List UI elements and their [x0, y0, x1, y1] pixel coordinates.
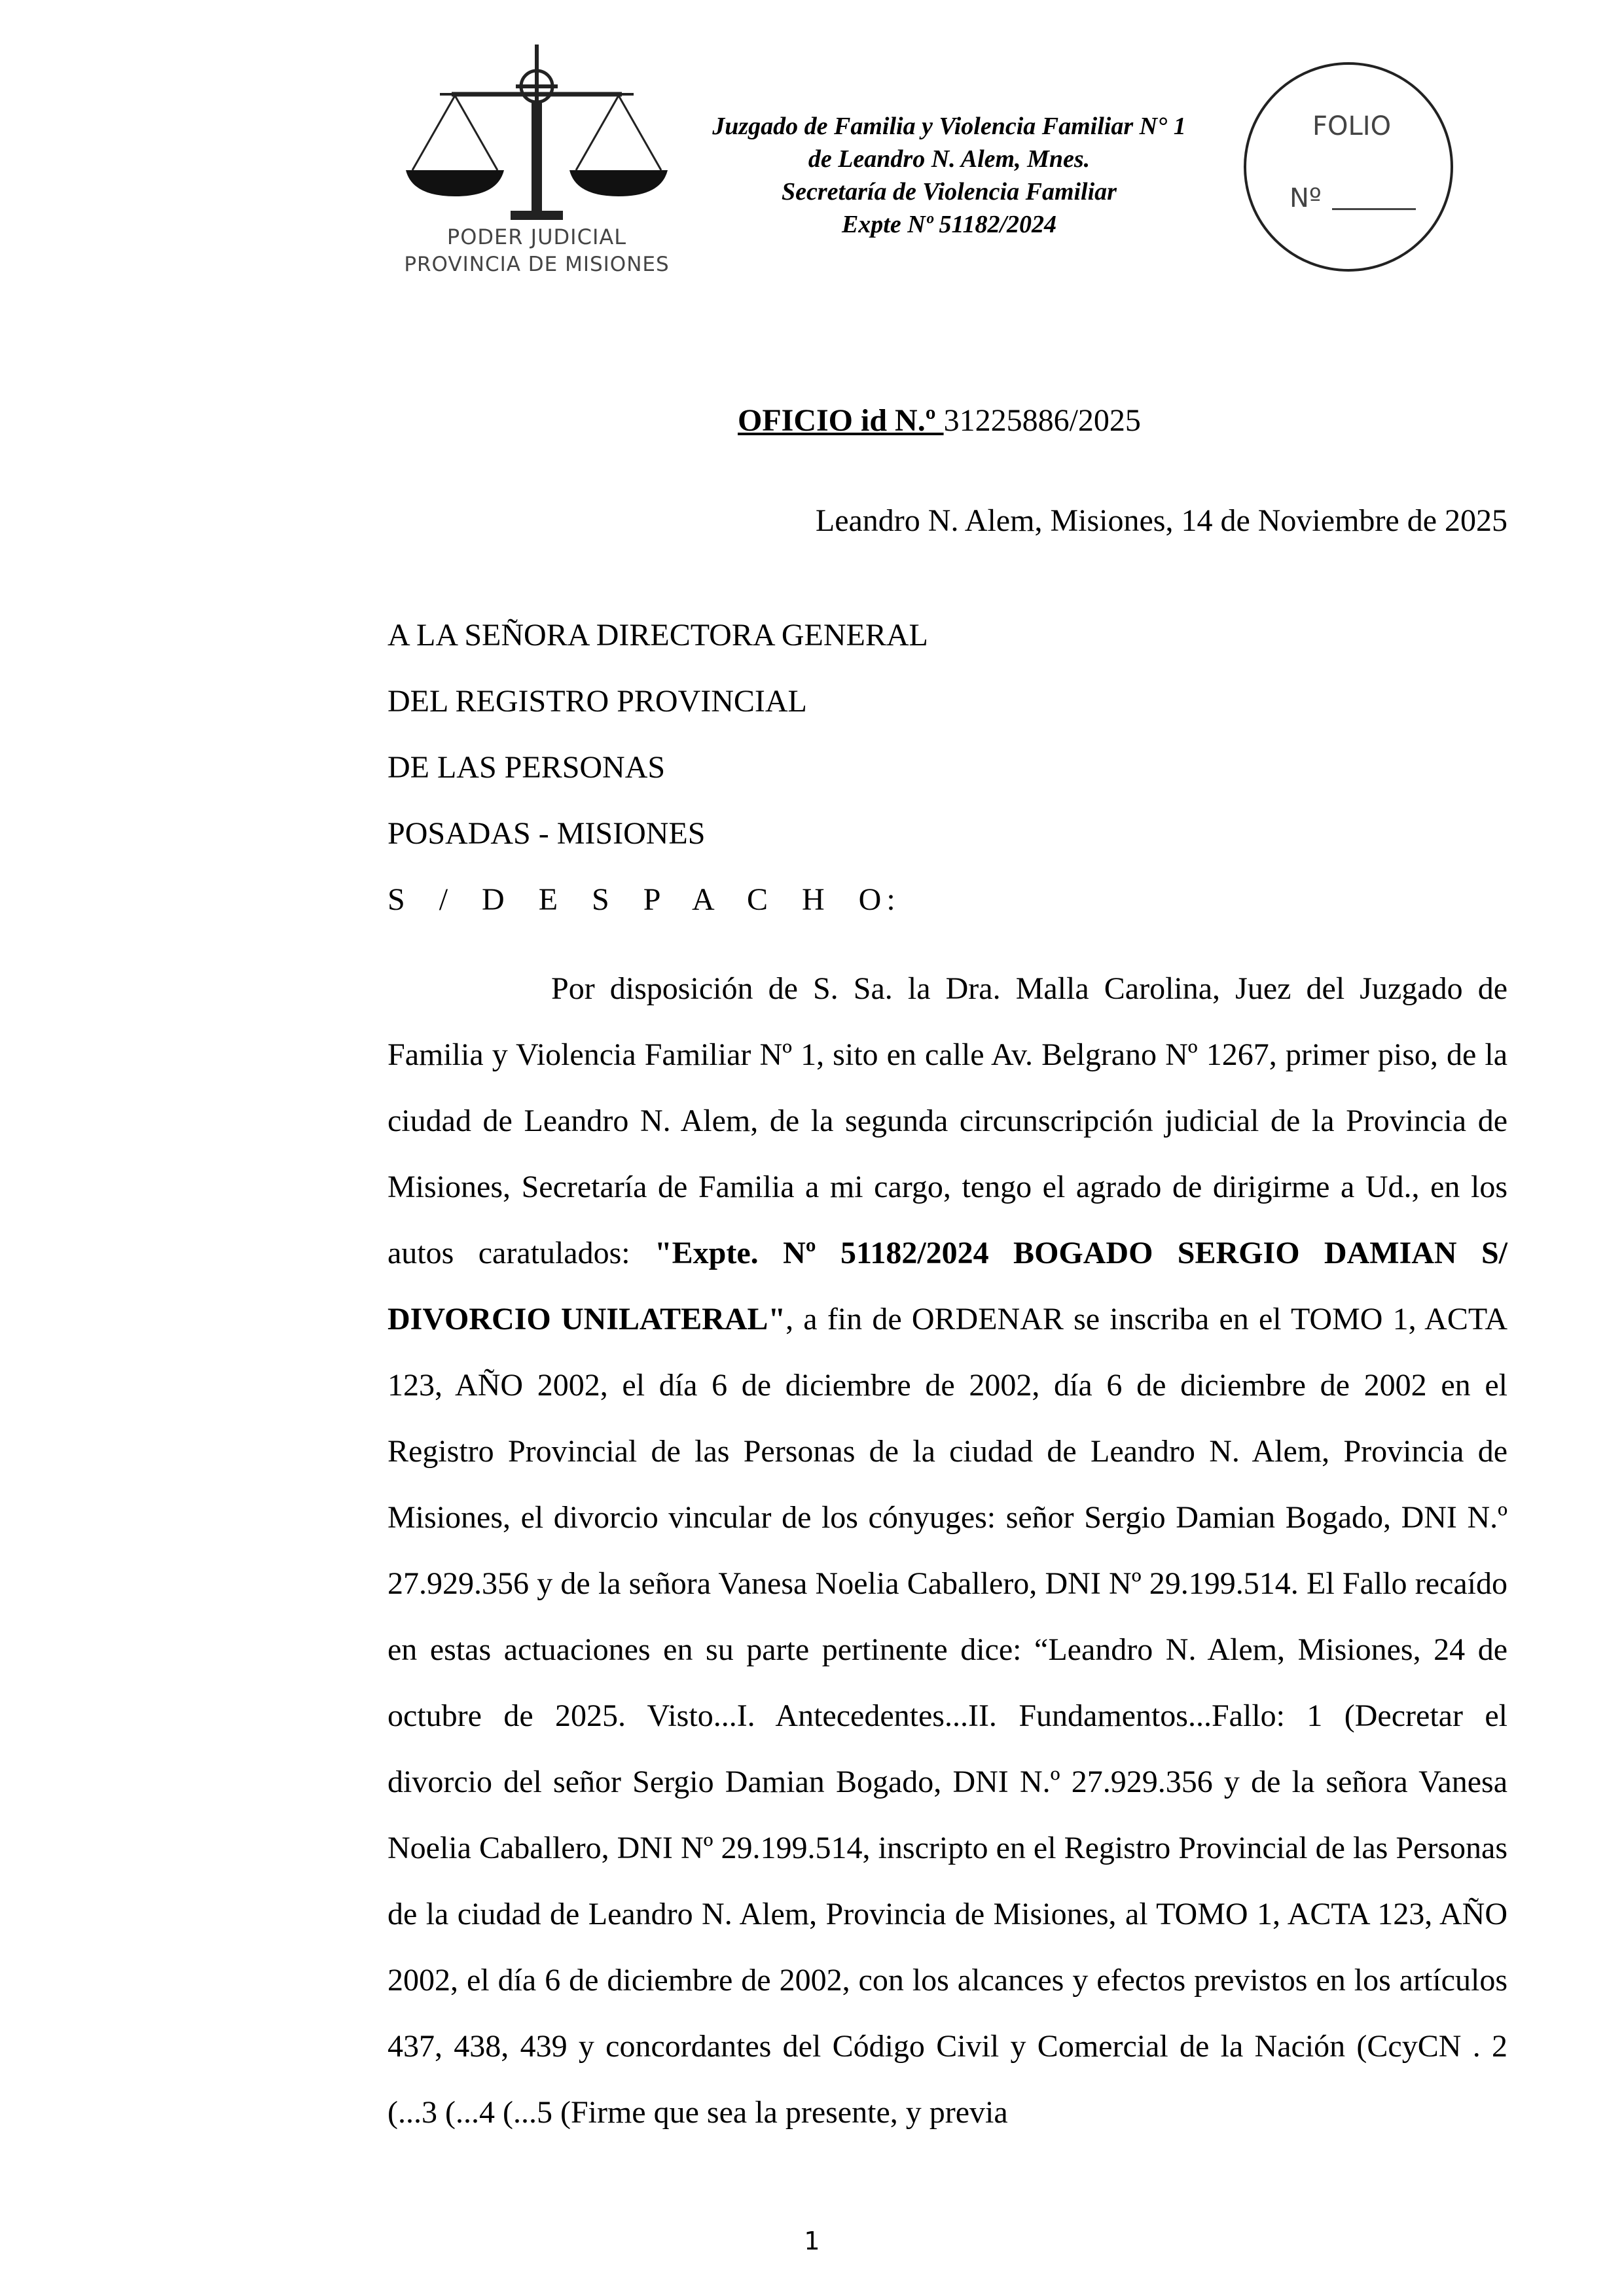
court-header-line: Juzgado de Familia y Violencia Familiar N° 1 [712, 113, 1186, 140]
folio-stamp [1240, 59, 1456, 275]
scales-of-justice-icon [399, 39, 674, 229]
despacho-line: S / D E S P A C H O: [388, 882, 901, 917]
stamp-circle-icon [1240, 59, 1456, 275]
court-header-line: Expte Nº 51182/2024 [841, 211, 1057, 238]
oficio-number: 31225886/2025 [943, 403, 1141, 438]
body-part-intro: Por disposición de S. Sa. la Dra. Malla Carolina, Juez del Juzgado de Familia y Violencia Familiar Nº 1, sito en calle Av. Belgrano Nº 1267, primer piso, de la ciudad de Leandro N. Alem, de la segunda circunscripción judicial de la Provincia de Misiones, Secretaría de Familia a mi cargo, tengo el agrado de dirigirme a Ud., en los autos caratulados: [388, 971, 1507, 1270]
body-text [388, 956, 1507, 2145]
oficio-label: OFICIO id N.º [738, 403, 944, 438]
addressee-block [388, 602, 928, 933]
addressee-line: DE LAS PERSONAS [388, 750, 666, 785]
addressee-line: A LA SEÑORA DIRECTORA GENERAL [388, 618, 928, 653]
folio-number-label: Nº [1290, 183, 1322, 213]
court-header [681, 110, 1218, 241]
folio-label: FOLIO [1312, 111, 1392, 141]
body-part-order: , a fin de ORDENAR se inscriba en el TOMO 1, ACTA 123, AÑO 2002, el día 6 de diciembre de 2002, día 6 de diciembre de 2002 en el Registro Provincial de las Personas de la ciudad de Leandro N. Alem, Provincia de Misiones, el divorcio vincular de los cónyuges: señor Sergio Damian Bogado, DNI N.º 27.929.356 y de la señora Vanesa Noelia Caballero, DNI Nº 29.199.514. El Fallo recaído en estas actuaciones en su parte pertinente dice: “Leandro N. Alem, Misiones, 24 de octubre de 2025. Visto...I. Antecedentes...II. Fundamentos...Fallo: 1 (Decretar el divorcio del señor Sergio Damian Bogado, DNI N.º 27.929.356 y de la señora Vanesa Noelia Caballero, DNI Nº 29.199.514, inscripto en el Registro Provincial de las Personas de la ciudad de Leandro N. Alem, Provincia de Misiones, al TOMO 1, ACTA 123, AÑO 2002, el día 6 de diciembre de 2002, con los alcances y efectos previstos en los artículos 437, 438, 439 y concordantes del Código Civil y Comercial de la Nación (CcyCN . 2 (...3 (...4 (...5 (Firme que sea la presente, y previa [388, 1302, 1508, 2130]
logo-line-poder-judicial: PODER JUDICIAL [446, 224, 627, 249]
place-date: Leandro N. Alem, Misiones, 14 de Noviembre de 2025 [815, 503, 1507, 538]
addressee-line: POSADAS - MISIONES [388, 816, 706, 851]
case-title: "Expte. Nº 51182/2024 BOGADO SERGIO DAMIAN S/ DIVORCIO UNILATERAL" [388, 1236, 1507, 1336]
body-paragraph [388, 956, 1507, 2145]
page-number: 1 [804, 2227, 820, 2255]
addressee-line: DEL REGISTRO PROVINCIAL [388, 684, 807, 719]
oficio-title [738, 403, 1141, 439]
logo-line-provincia: PROVINCIA DE MISIONES [404, 253, 670, 276]
folio-number-blank [1332, 208, 1416, 210]
court-header-line: de Leandro N. Alem, Mnes. [808, 145, 1091, 173]
court-logo [399, 39, 674, 288]
court-header-line: Secretaría de Violencia Familiar [782, 178, 1117, 206]
